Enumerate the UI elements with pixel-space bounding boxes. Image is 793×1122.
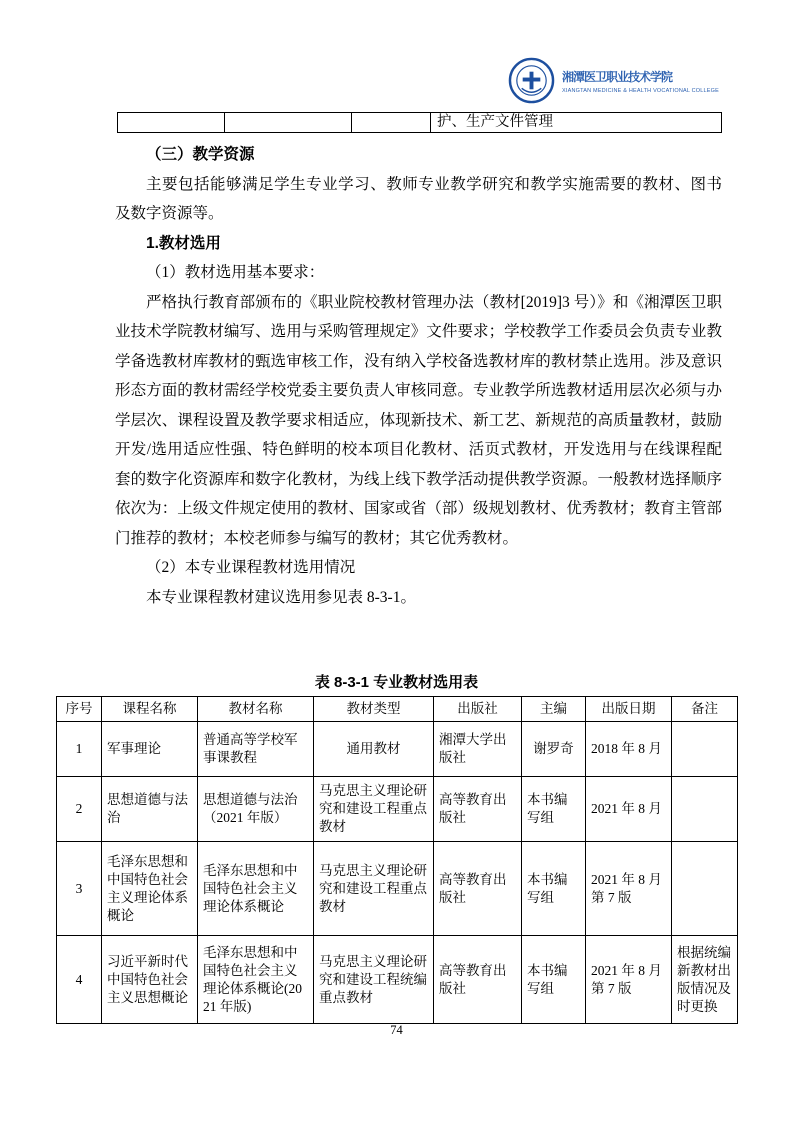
column-header: 出版日期	[586, 697, 672, 722]
table-cell: 1	[57, 722, 102, 777]
table-cell	[672, 722, 738, 777]
table-cell: 本书编写组	[522, 842, 586, 936]
table-row	[57, 842, 738, 936]
table-cell: 思想道德与法治（2021 年版）	[198, 777, 314, 842]
item1-paragraph: 严格执行教育部颁布的《职业院校教材管理办法（教材[2019]3 号）》和《湘潭医卫职业技术学院教材编写、选用与采购管理规定》文件要求；学校教学工作委员会负责专业教学备选教材库教材的甄选审核工作，没有纳入学校备选教材库的教材禁止选用。涉及意识形态方面的教材需经学校党委主要负责人审核同意。专业教学所选教材适用层次必须与办学层次、课程设置及教学要求相适应，体现新技术、新工艺、新规范的高质量教材，鼓励开发/选用适应性强、特色鲜明的校本项目化教材、活页式教材，开发选用与在线课程配套的数字化资源库和数字化教材，为线上线下教学活动提供教学资源。一般教材选择顺序依次为：上级文件规定使用的教材、国家或省（部）级规划教材、优秀教材；教育主管部门推荐的教材；本校老师参与编写的教材；其它优秀教材。	[115, 293, 722, 547]
table-cell: 高等教育出版社	[434, 842, 522, 936]
table-cell: 2	[57, 777, 102, 842]
table-row	[118, 113, 722, 133]
item2-heading: （2）本专业课程教材选用情况	[146, 559, 356, 576]
table-cell: 3	[57, 842, 102, 936]
table-caption: 表 8-3-1 专业教材选用表	[314, 674, 479, 691]
college-emblem-icon	[508, 57, 555, 104]
subsection-heading: 1.教材选用	[146, 234, 221, 252]
college-name-zh: 湘潭医卫职业技术学院	[562, 69, 673, 84]
table-cell: 毛泽东思想和中国特色社会主义理论体系概论	[102, 842, 198, 936]
table-cell	[672, 842, 738, 936]
table-cell: 谢罗奇	[522, 722, 586, 777]
table-cell: 毛泽东思想和中国特色社会主义理论体系概论	[198, 842, 314, 936]
table-header-row	[57, 697, 738, 722]
intro-paragraph: 主要包括能够满足学生专业学习、教师专业教学研究和教学实施需要的教材、图书 及数字资源等。	[115, 175, 722, 222]
college-name-en: XIANGTAN MEDICINE & HEALTH VOCATIONAL COLLEGE	[562, 87, 720, 94]
textbook-selection-table	[56, 696, 738, 1024]
table-cell: 高等教育出版社	[434, 777, 522, 842]
item1-heading: （1）教材选用基本要求：	[146, 264, 325, 281]
table-cell: 习近平新时代中国特色社会主义思想概论	[102, 936, 198, 1024]
table-cell: 根据统编新教材出版情况及时更换	[672, 936, 738, 1024]
page-number: 74	[390, 1023, 403, 1037]
table-cell: 马克思主义理论研究和建设工程重点教材	[314, 777, 434, 842]
table-cell: 2021 年 8 月	[586, 777, 672, 842]
table-row	[57, 777, 738, 842]
continued-table-fragment	[117, 112, 722, 133]
table-cell: 4	[57, 936, 102, 1024]
section-heading: （三）教学资源	[146, 146, 255, 163]
table-cell: 2018 年 8 月	[586, 722, 672, 777]
column-header: 课程名称	[102, 697, 198, 722]
table-cell: 护、生产文件管理	[431, 113, 722, 133]
table-row	[57, 722, 738, 777]
college-name-block	[562, 68, 719, 94]
table-cell: 毛泽东思想和中国特色社会主义理论体系概论(2021 年版)	[198, 936, 314, 1024]
table-row	[57, 936, 738, 1024]
column-header: 主编	[522, 697, 586, 722]
table-cell: 湘潭大学出版社	[434, 722, 522, 777]
table-cell: 本书编写组	[522, 777, 586, 842]
table-cell: 军事理论	[102, 722, 198, 777]
column-header: 序号	[57, 697, 102, 722]
table-cell: 本书编写组	[522, 936, 586, 1024]
table-cell: 通用教材	[314, 722, 434, 777]
table-cell	[225, 113, 352, 133]
table-cell	[118, 113, 225, 133]
table-cell: 普通高等学校军事课教程	[198, 722, 314, 777]
table-cell: 马克思主义理论研究和建设工程统编重点教材	[314, 936, 434, 1024]
column-header: 备注	[672, 697, 738, 722]
column-header: 出版社	[434, 697, 522, 722]
document-body	[115, 140, 722, 612]
table-cell: 高等教育出版社	[434, 936, 522, 1024]
table-cell: 思想道德与法治	[102, 777, 198, 842]
table-cell: 马克思主义理论研究和建设工程重点教材	[314, 842, 434, 936]
column-header: 教材类型	[314, 697, 434, 722]
table-cell: 2021 年 8 月 第 7 版	[586, 936, 672, 1024]
item2-paragraph: 本专业课程教材建议选用参见表 8-3-1。	[146, 588, 416, 606]
table-cell	[352, 113, 431, 133]
column-header: 教材名称	[198, 697, 314, 722]
table-cell	[672, 777, 738, 842]
college-logo	[508, 57, 719, 104]
table-cell: 2021 年 8 月 第 7 版	[586, 842, 672, 936]
